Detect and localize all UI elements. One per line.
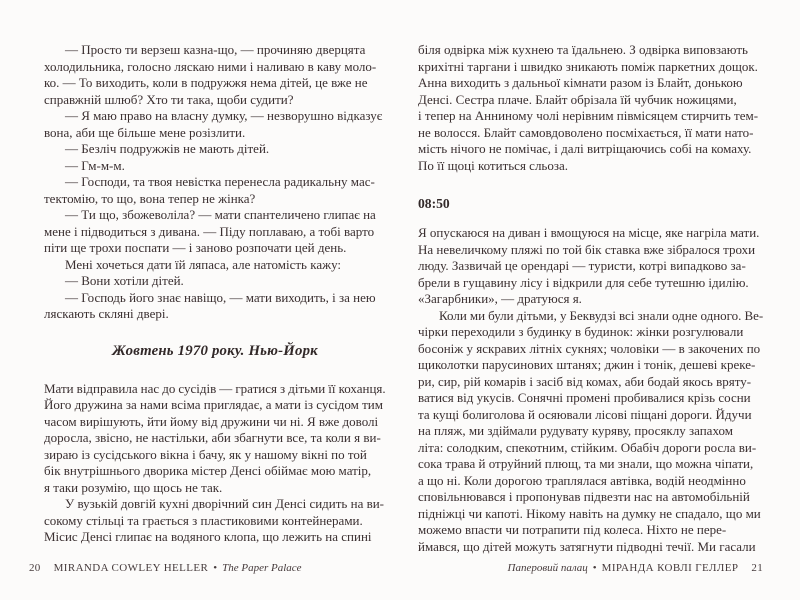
text-line: часом вирішують, йти йому від дружини чи ні. Я вже доволі [44,413,379,429]
text-line: У вузькій довгій кухні дворічний син Денсі сидить на ви- [65,496,385,511]
chapter-heading: Жовтень 1970 року. Нью-Йорк [112,342,318,359]
paragraph [44,207,386,257]
paragraph [44,158,386,175]
text-line: і тепер на Анниному чолі нерівним півмісяцем стирчить тем- [418,108,759,123]
text-line: Денсі. Сестра плаче. Блайт обрізала їй чубчик ножицями, [418,91,737,107]
text-line: справжній шлюб? Хто ти така, щоби судити? [44,91,294,107]
text-line: зираю із сусідського вікна і бачу, як у нашому вікні по той [44,446,367,462]
paragraph [44,273,386,290]
text-line: ватися від укусів. Сонячні промені пробивалися крізь сосни [418,390,751,405]
text-line: а що ні. Коли дорогою траплялася автівка, водій неодмінно [418,472,746,488]
paragraph [44,108,386,141]
page-right-text [418,42,763,555]
running-title: The Paper Palace [222,562,302,574]
text-line: піти ще трохи поспати — і заново розпочати цей день. [44,240,347,255]
page-left-text [44,42,386,546]
paragraph [44,174,386,207]
text-line: ко. — То виходить, коли в подружжя нема дітей, це вже не [44,75,368,90]
text-line: Я опускаюся на диван і вмощуюся на місце, яке нагріла мати. [418,225,760,240]
text-line: тектомію, то що, вона тепер не жінка? [44,190,256,206]
text-line: — Безліч подружжів не мають дітей. [65,141,270,156]
text-line: Мені хочеться дати їй ляпаса, але натомість кажу: [65,256,342,272]
text-line: — Я маю право на власну думку, — незворушно відказує [65,108,383,123]
text-line: ляскають скляні двері. [44,306,169,321]
text-line: Його дружина за нами всіма приглядає, а мати із сусідом тим [44,397,383,412]
footer-separator: • [592,562,597,574]
text-line: підніжці чи капоті. Нікому навіть на думку не спадало, що ми [418,505,761,521]
text-line: — Господи, та твоя невістка перенесла радикальну мас- [65,174,375,189]
text-line: бік внутрішнього дворика містер Денсі обіймає мою матір, [44,463,372,478]
text-line: брели в гущавину лісу і відкрили для себе тутешню ідилію. [418,274,749,290]
text-line: ймався, що дітей можуть затягнути підводні течії. Ми гасали [418,538,756,554]
paragraph [418,308,763,556]
paragraph [44,496,386,546]
text-line: сповільнювався і пропонував підвезти нас на автомобільній [418,489,750,504]
text-line: Місис Денсі глипає на водяного клопа, що лежить на спині [44,529,372,544]
text-line: босоніж у яскравих літніх сукнях; чоловіки — в закочених по [418,340,761,356]
text-line: можемо впасти чи потрапити під колеса. Ніхто не пере- [418,522,727,537]
paragraph [44,42,386,108]
text-line: «Загарбники», — дратуюся я. [418,291,582,306]
text-line: люду. Зазвичай це орендарі — туристи, котрі випадково за- [418,258,746,273]
text-line: та кущі болиголова й осяювали лісові піщані дороги. Йдучи [418,406,752,422]
text-line: не волосся. Блайт самовдоволено посміхається, її мати нато- [418,124,754,140]
page-number-right: 21 [751,562,763,574]
running-author: MIRANDA COWLEY HELLER [53,562,209,574]
text-line: щиколотки парусинових штанях; джин і тонік, дешеві креке- [418,357,756,372]
paragraph [418,225,763,308]
text-line: мене і підводиться з дивана. — Піду поплаваю, а тобі варто [44,223,375,239]
text-line: — Просто ти верзеш казна-що, — прочиняю дверцята [65,42,366,57]
text-line: На невеличкому пляжі по той бік ставка вже зібралося трохи [418,241,756,257]
paragraph [44,257,386,274]
running-title: Паперовий палац [507,562,588,574]
text-line: Мати відправила нас до сусідів — гратися з дітьми її коханця. [44,380,386,396]
time-heading: 08:50 [418,196,450,211]
text-line: По її щоці котиться сльоза. [418,157,569,173]
text-line: сока трава й отруйний плющ, та ми знали, що можна чіпати, [418,456,754,471]
text-line: мість нічого не помічає, і далі витріщаючись собі на комаху. [418,141,752,156]
text-line: я таки розумію, що щось не так. [44,479,223,495]
text-line: вона, аби ще більше мене розізлити. [44,124,246,140]
text-line: холодильника, голосно ляскаю ними і наливаю в каву моло- [44,58,377,74]
text-line: літа: солодким, спекотним, стійким. Обабіч дороги росла ви- [418,439,757,455]
text-line: — Вони хотіли дітей. [65,273,184,288]
footer-right [418,561,763,575]
text-line: сокому стільці та грається з пластиковими контейнерами. [44,512,363,528]
text-line: ри, сир, рій комарів і засіб від комах, аби бодай якось вряту- [418,373,752,389]
text-line: чірки переходили з будинку в будинок: жінки розгулювали [418,324,744,339]
footer-separator: • [213,562,218,574]
text-line: крихітні таргани і швидко зникають поміж паркетних дощок. [418,58,758,74]
text-line: Коли ми були дітьми, у Беквудзі всі знали одне одного. Ве- [439,307,764,323]
text-line: — Ти що, збожеволіла? — мати спантеличено глипає на [65,207,376,222]
paragraph [44,290,386,323]
text-line: Анна виходить з дальньої кімнати разом із Блайт, донькою [418,75,743,90]
footer-left [29,561,386,575]
paragraph [418,42,763,174]
text-line: біля одвірка між кухнею та їдальнею. З одвірка виповзають [418,42,748,57]
running-author: МІРАНДА КОВЛІ ГЕЛЛЕР [601,562,739,574]
text-line: — Гм-м-м. [65,157,125,173]
text-line: — Господь його знає навіщо, — мати виходить, і за нею [65,289,376,305]
page-number-left: 20 [29,562,41,574]
text-line: на пляж, ми здіймали рудувату куряву, просяклу запахом [418,423,733,438]
paragraph [44,141,386,158]
paragraph [44,381,386,497]
text-line: доросла, звісно, не настільки, аби збагнути все, та коли я ви- [44,430,381,445]
